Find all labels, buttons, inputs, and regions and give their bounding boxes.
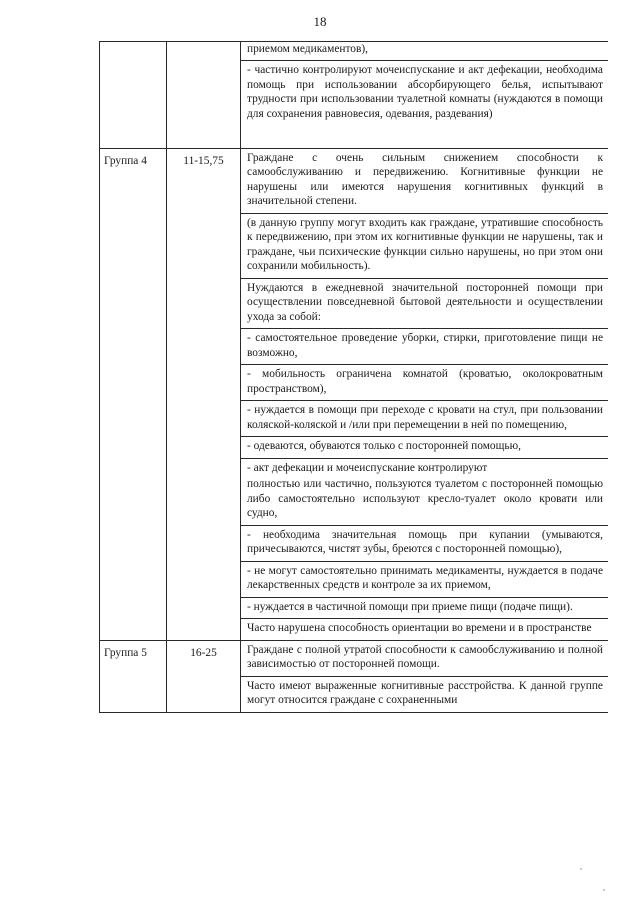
group-cell bbox=[100, 149, 167, 641]
paragraph: - нуждается в помощи при переходе с кровати на стул, при пользовании коляской-коляской и /или при перемещении в ней по помещению, bbox=[241, 401, 608, 437]
paragraph: - мобильность ограничена комнатой (кроватью, околокроватным пространством), bbox=[241, 365, 608, 401]
page-number: 18 bbox=[313, 14, 327, 29]
description-cell bbox=[241, 149, 609, 641]
scan-speck bbox=[580, 868, 582, 870]
paragraph: - нуждается в частичной помощи при приеме пищи (подаче пищи). bbox=[241, 598, 608, 619]
paragraph: - одеваются, обуваются только с посторонней помощью, bbox=[241, 437, 608, 458]
paragraph: Часто имеют выраженные когнитивные расстройства. К данной группе могут относится граждане с сохраненными bbox=[247, 679, 603, 707]
score-range: 11-15,75 bbox=[183, 155, 224, 167]
score-cell bbox=[167, 640, 241, 712]
paragraph: - акт дефекации и мочеиспускание контролируют bbox=[247, 461, 488, 474]
scan-speck bbox=[603, 889, 605, 891]
group-label: Группа 4 bbox=[104, 155, 147, 167]
assessment-table-frame bbox=[99, 41, 608, 834]
score-range: 16-25 bbox=[190, 646, 217, 659]
group-cell bbox=[100, 42, 167, 149]
paragraph: приемом медикаментов), bbox=[241, 42, 608, 61]
score-cell bbox=[167, 42, 241, 149]
paragraph: Граждане с полной утратой способности к самообслуживанию и полной зависимостью от посторонней помощи. bbox=[241, 641, 608, 677]
paragraph: полностью или частично, пользуются туалетом с посторонней помощью либо самостоятельно используют кресло-туалет около кровати или судно, bbox=[241, 475, 608, 525]
table-row-continuation bbox=[100, 42, 609, 149]
group-label: Группа 5 bbox=[104, 646, 147, 659]
paragraph: - необходима значительная помощь при купании (умываются, причесываются, чистят зубы, бреются с посторонней помощью), bbox=[241, 526, 608, 562]
description-cell bbox=[241, 640, 609, 712]
paragraph: (в данную группу могут входить как граждане, утратившие способность к передвижению, при этом их когнитивные функции не нарушены, так и граждане, чьи психические функции сильно нарушены, но при этом они сохранили мобильность). bbox=[241, 214, 608, 279]
care-groups-table bbox=[99, 41, 608, 713]
paragraph: Граждане с очень сильным снижением способности к самообслуживанию и передвижению. Когнитивные функции не нарушены или имеются нарушения когнитивных функций в значительной степени. bbox=[241, 149, 608, 214]
table-row-group-4 bbox=[100, 149, 609, 641]
paragraph: - не могут самостоятельно принимать медикаменты, нуждается в подаче лекарственных средств и контроле за их приемом, bbox=[241, 562, 608, 598]
paragraph: - частично контролируют мочеиспускание и акт дефекации, необходима помощь при использовании абсорбирующего белья, испытывают трудности при использовании туалетной комнаты (нуждаются в помощи для сохранения равновесия, одевания, раздевания) bbox=[247, 64, 603, 120]
paragraph: Часто нарушена способность ориентации во времени и в пространстве bbox=[247, 622, 592, 635]
description-cell bbox=[241, 42, 609, 149]
table-row-group-5 bbox=[100, 640, 609, 712]
paragraph: - самостоятельное проведение уборки, стирки, приготовление пищи не возможно, bbox=[241, 329, 608, 365]
group-cell bbox=[100, 640, 167, 712]
paragraph: Нуждаются в ежедневной значительной посторонней помощи при осуществлении повседневной бытовой деятельности и осуществлении ухода за собой: bbox=[241, 279, 608, 329]
score-cell bbox=[167, 149, 241, 641]
